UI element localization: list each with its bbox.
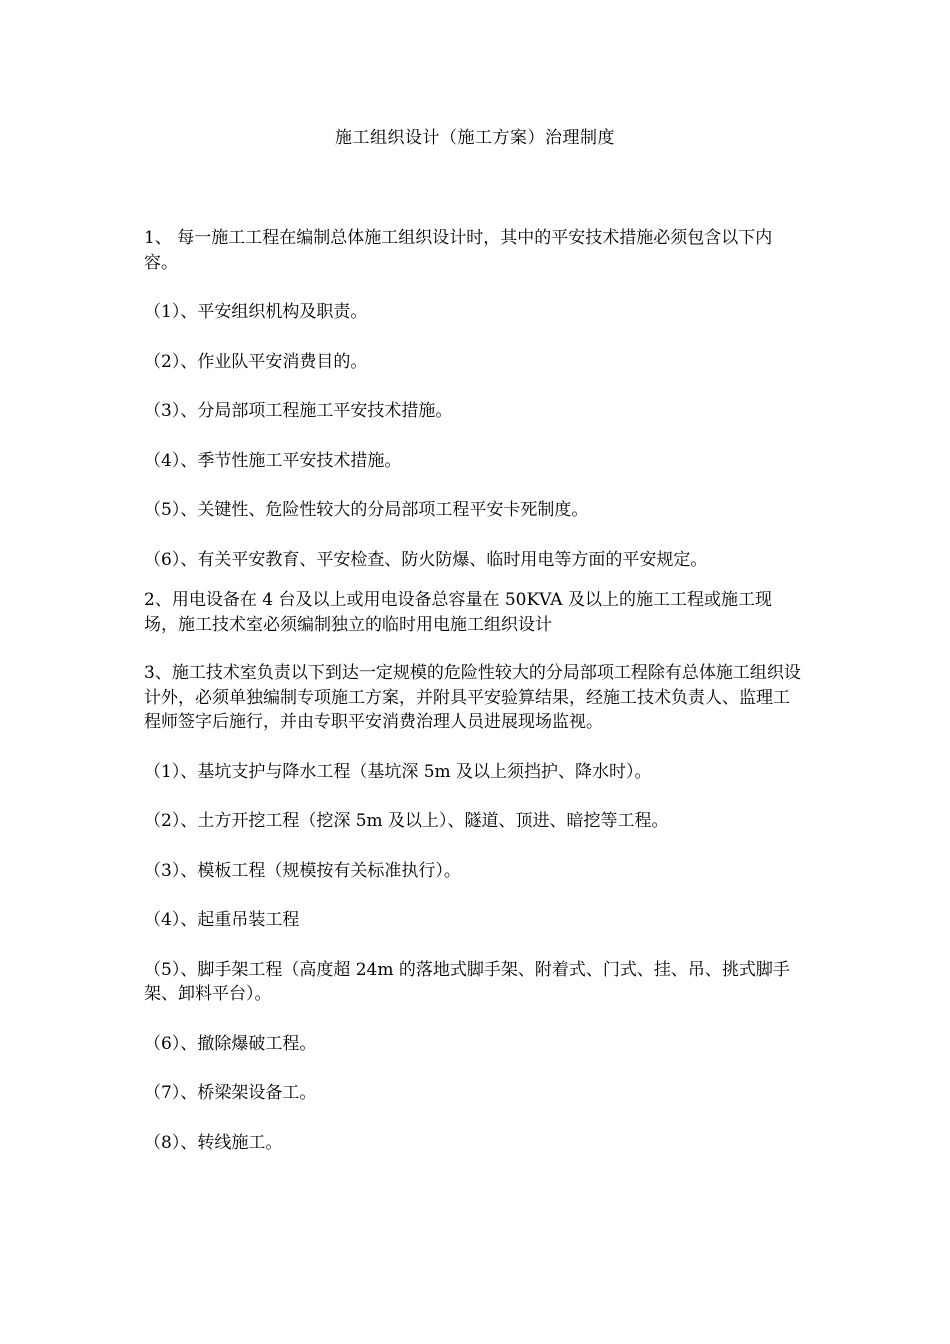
list-item-1-3: （3）、分局部项工程施工平安技术措施。 — [144, 401, 453, 421]
list-item-3-1: （1）、基坑支护与降水工程（基坑深 5m 及以上须挡护、降水时）。 — [144, 761, 652, 782]
list-item-3-2: （2）、土方开挖工程（挖深 5m 及以上）、隧道、顶进、暗挖等工程。 — [144, 811, 669, 831]
document-body — [144, 226, 804, 1155]
list-item-3-6: （6）、撤除爆破工程。 — [144, 1033, 317, 1054]
list-item-3-3: （3）、模板工程（规模按有关标准执行）。 — [144, 860, 461, 881]
document-title: 施工组织设计（施工方案）治理制度 — [335, 128, 615, 148]
list-item-1-4: （4）、季节性施工平安技术措施。 — [144, 450, 402, 471]
list-item-3-5: （5）、脚手架工程（高度超 24m 的落地式脚手架、附着式、门式、挂、吊、挑式脚手架、卸料平台）。 — [144, 959, 790, 1004]
list-item-3-4: （4）、起重吊装工程 — [144, 910, 300, 930]
list-item-1-5: （5）、关键性、危险性较大的分局部项工程平安卡死制度。 — [144, 500, 589, 520]
list-item-3-7: （7）、桥梁架设备工。 — [144, 1083, 317, 1103]
list-item-3-8: （8）、转线施工。 — [144, 1132, 283, 1153]
paragraph-3: 3、施工技术室负责以下到达一定规模的危险性较大的分局部项工程除有总体施工组织设计外，必须单独编制专项施工方案，并附具平安验算结果，经施工技术负责人、监理工程师签字后施行，并由专职平安消费治理人员进展现场监视。 — [144, 663, 801, 732]
paragraph-2: 2、用电设备在 4 台及以上或用电设备总容量在 50KVA 及以上的施工工程或施工现场，施工技术室必须编制独立的临时用电施工组织设计 — [144, 590, 772, 635]
list-item-1-6: （6）、有关平安教育、平安检查、防火防爆、临时用电等方面的平安规定。 — [144, 549, 708, 570]
list-item-1-2: （2）、作业队平安消费目的。 — [144, 351, 368, 372]
list-item-1-1: （1）、平安组织机构及职责。 — [144, 302, 368, 322]
paragraph-1: 1、 每一施工工程在编制总体施工组织设计时，其中的平安技术措施必须包含以下内容。 — [144, 228, 773, 273]
